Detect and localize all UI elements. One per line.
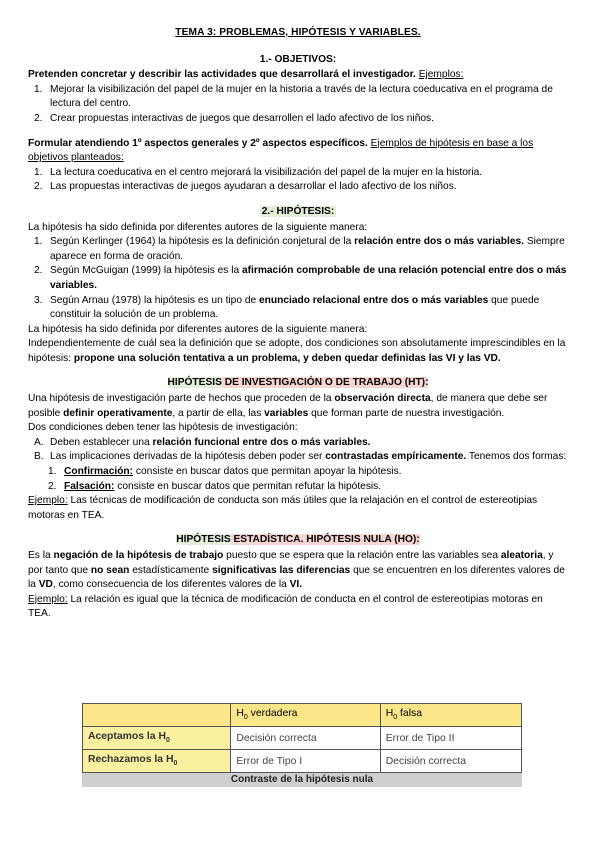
ht-text: que forman parte de nuestra investigación. (308, 407, 505, 419)
table-corner-cell (83, 704, 231, 727)
table-row (83, 750, 522, 773)
header-text: H (385, 708, 394, 720)
objetivos-intro (28, 68, 568, 83)
ho-bold: no sean (90, 564, 130, 576)
cell-error-tipo-ii: Error de Tipo II (380, 727, 521, 750)
formular-paragraph (28, 137, 568, 166)
list-item (28, 436, 568, 451)
list-number: 1. (34, 236, 43, 248)
row-label: Rechazamos la H (88, 754, 174, 766)
ho-text: que se encuentren en los diferentes valores de la (28, 564, 565, 591)
term-falsacion: Falsación: (64, 480, 115, 492)
ht-bold: variables (264, 407, 309, 419)
list-item-text: Siempre aparece en forma de oración. (50, 236, 565, 262)
document-title: TEMA 3: PROBLEMAS, HIPÓTESIS Y VARIABLES. (175, 27, 421, 38)
list-item-text: que puede constituir la solución de un problema. (50, 294, 540, 321)
list-item (28, 235, 568, 264)
ho-text: puesto que se espera que la relación entre las variables sea (223, 550, 501, 561)
list-item (28, 465, 568, 480)
list-item-text: consiste en buscar datos que permitan apoyar la hipótesis. (133, 466, 402, 478)
header-h0-falsa (380, 704, 521, 727)
section-objetivos-heading: 1.- OBJETIVOS: (259, 53, 337, 65)
ejemplo-label: Ejemplo: (28, 495, 68, 507)
header-h0-verdadera (231, 704, 380, 727)
ht-condiciones: Dos condiciones deben tener las hipótesis de investigación: (28, 422, 298, 434)
ht-text: , a partir de ella, las (172, 407, 265, 419)
ho-text: Es la (28, 550, 54, 561)
ht-bold: observación directa (334, 393, 431, 405)
row-rechazamos (83, 750, 231, 773)
list-item-text: Crear propuestas interactivas de juegos que desarrollen el lado afectivo de los niños. (50, 112, 434, 124)
section-hipotesis-heading (28, 205, 568, 220)
formas-list (28, 465, 568, 494)
list-item (28, 83, 568, 112)
ht-condiciones-list (28, 436, 568, 465)
ejemplo-label: Ejemplo: (28, 593, 68, 605)
list-number: 1. (48, 466, 57, 478)
term-confirmacion: Confirmación: (64, 466, 134, 478)
list-number: 3. (34, 294, 43, 306)
list-item-text: Mejorar la visibilización del papel de la mujer en la historia a través de la lectura coeducativa en el programa de lectura del centro. (50, 83, 553, 110)
ejemplo-text: La relación es igual que la técnica de modificación de conducta en el control de estereotipias motoras en TEA. (28, 593, 543, 620)
ht-text: Una hipótesis de investigación parte de hechos que proceden de la (28, 393, 335, 405)
list-item-text: La lectura coeducativa en el centro mejorará la visibilización del papel de la mujer en la historia. (50, 166, 483, 178)
ht-bold: definir operativamente (63, 407, 173, 419)
list-number: 1. (34, 83, 43, 95)
row-label: Aceptamos la H (88, 731, 166, 743)
section-ht-heading-b: DE INVESTIGACIÓN O DE TRABAJO (HT): (221, 377, 429, 389)
list-item-bold: contrastadas empíricamente. (325, 451, 467, 463)
subscript: 0 (393, 714, 398, 722)
list-number: 1. (34, 166, 43, 178)
hipotesis-nula-table (82, 703, 522, 787)
hipotesis-intro: La hipótesis ha sido definida por diferentes autores de la siguiente manera: (28, 221, 368, 233)
section-ho-heading-a: HIPÓTESIS (176, 534, 231, 546)
section-ht-heading (28, 376, 568, 391)
document-body (28, 26, 568, 622)
hipotesis-autores-list (28, 235, 568, 323)
decision-table (82, 703, 522, 773)
ho-text: , como consecuencia de los diferentes valores de la (52, 579, 290, 591)
list-item (28, 112, 568, 127)
formular-ejemplos: Ejemplos de hipótesis en base a los objetivos planteados: (28, 137, 534, 164)
row-aceptamos (83, 727, 231, 750)
list-item (28, 166, 568, 181)
header-text: H (236, 708, 244, 720)
condiciones-text: Independientemente de cuál sea la definición que se adopte, dos condiciones son absolutamente imprescindibles en la hipótesis: (28, 338, 566, 364)
hipotesis-repeat: La hipótesis ha sido definida por diferentes autores de la siguiente manera: (28, 323, 368, 335)
list-item-text: Tenemos dos formas: (466, 451, 567, 463)
list-item (28, 264, 568, 293)
ht-ejemplo (28, 494, 568, 523)
ho-paragraph (28, 549, 568, 593)
cell-decision-correcta-2: Decisión correcta (380, 750, 521, 773)
subscript: 0 (173, 760, 178, 768)
ho-bold: VI. (289, 579, 303, 591)
list-number: 2. (34, 265, 43, 277)
table-caption: Contraste de la hipótesis nula (82, 773, 522, 787)
ho-bold: VD (38, 579, 53, 591)
objetivos-ejemplos-label: Ejemplos: (418, 69, 464, 81)
list-item-text: Según Kerlinger (1964) la hipótesis es la definición conjetural de la (50, 236, 355, 248)
hipotesis-ejemplos-list (28, 166, 568, 195)
section-ho-heading-b: ESTADÍSTICA. HIPÓTESIS NULA (HO): (230, 534, 420, 546)
cell-error-tipo-i: Error de Tipo I (231, 750, 380, 773)
table-row (83, 727, 522, 750)
ho-bold: aleatoria (500, 550, 543, 561)
ht-text: , de manera que debe ser posible (28, 393, 548, 419)
list-item (28, 450, 568, 465)
list-item (28, 480, 568, 495)
ho-bold: significativas las diferencias (212, 564, 351, 576)
condiciones-bold: propone una solución tentativa a un problema, y deben quedar definidas las VI y las VD. (73, 352, 501, 364)
list-item-text: consiste en buscar datos que permitan refutar la hipótesis. (114, 480, 382, 492)
list-item-text: Según McGuigan (1999) la hipótesis es la (50, 265, 242, 277)
header-text: falsa (397, 708, 422, 720)
list-item-text: Las implicaciones derivadas de la hipótesis deben poder ser (50, 451, 326, 463)
formular-bold: Formular atendiendo 1º aspectos generales y 2º aspectos específicos. (28, 137, 368, 149)
section-hipotesis-heading-text: 2.- HIPÓTESIS: (261, 205, 335, 217)
section-ht-heading-a: HIPÓTESIS (167, 377, 222, 389)
ht-paragraph (28, 392, 568, 421)
list-item (28, 294, 568, 323)
header-text: verdadera (247, 708, 298, 720)
subscript: 0 (243, 714, 248, 722)
list-item-bold: relación entre dos o más variables. (354, 236, 524, 248)
list-number: 2. (34, 112, 43, 124)
ho-text: estadísticamente (129, 564, 213, 576)
ho-bold: negación de la hipótesis de trabajo (53, 550, 224, 561)
list-number: 2. (34, 181, 43, 193)
hipotesis-condiciones (28, 337, 568, 366)
subscript: 0 (165, 737, 170, 745)
list-letter: A. (34, 436, 44, 448)
table-header-row (83, 704, 522, 727)
ejemplo-text: Las técnicas de modificación de conducta son más útiles que la relajación en el control de estereotipias motoras en TEA. (28, 495, 538, 521)
list-item-text: Las propuestas interactivas de juegos ayudaran a desarrollar el lado afectivo de los niños. (50, 181, 457, 193)
objetivos-list (28, 83, 568, 127)
list-item (28, 180, 568, 195)
list-item-bold: afirmación comprobable de una relación potencial entre dos o más variables. (50, 265, 567, 291)
list-item-bold: relación funcional entre dos o más variables. (152, 436, 371, 448)
cell-decision-correcta: Decisión correcta (231, 727, 380, 750)
ho-text: , y por tanto que (28, 550, 554, 576)
list-item-text: Según Arnau (1978) la hipótesis es un tipo de (50, 294, 259, 306)
list-item-bold: enunciado relacional entre dos o más variables (259, 294, 489, 306)
section-ho-heading (28, 533, 568, 548)
objetivos-intro-bold: Pretenden concretar y describir las actividades que desarrollará el investigador. (28, 69, 416, 81)
ho-ejemplo (28, 593, 568, 622)
list-letter: B. (34, 451, 44, 463)
list-number: 2. (48, 480, 57, 492)
list-item-text: Deben establecer una (50, 436, 153, 448)
